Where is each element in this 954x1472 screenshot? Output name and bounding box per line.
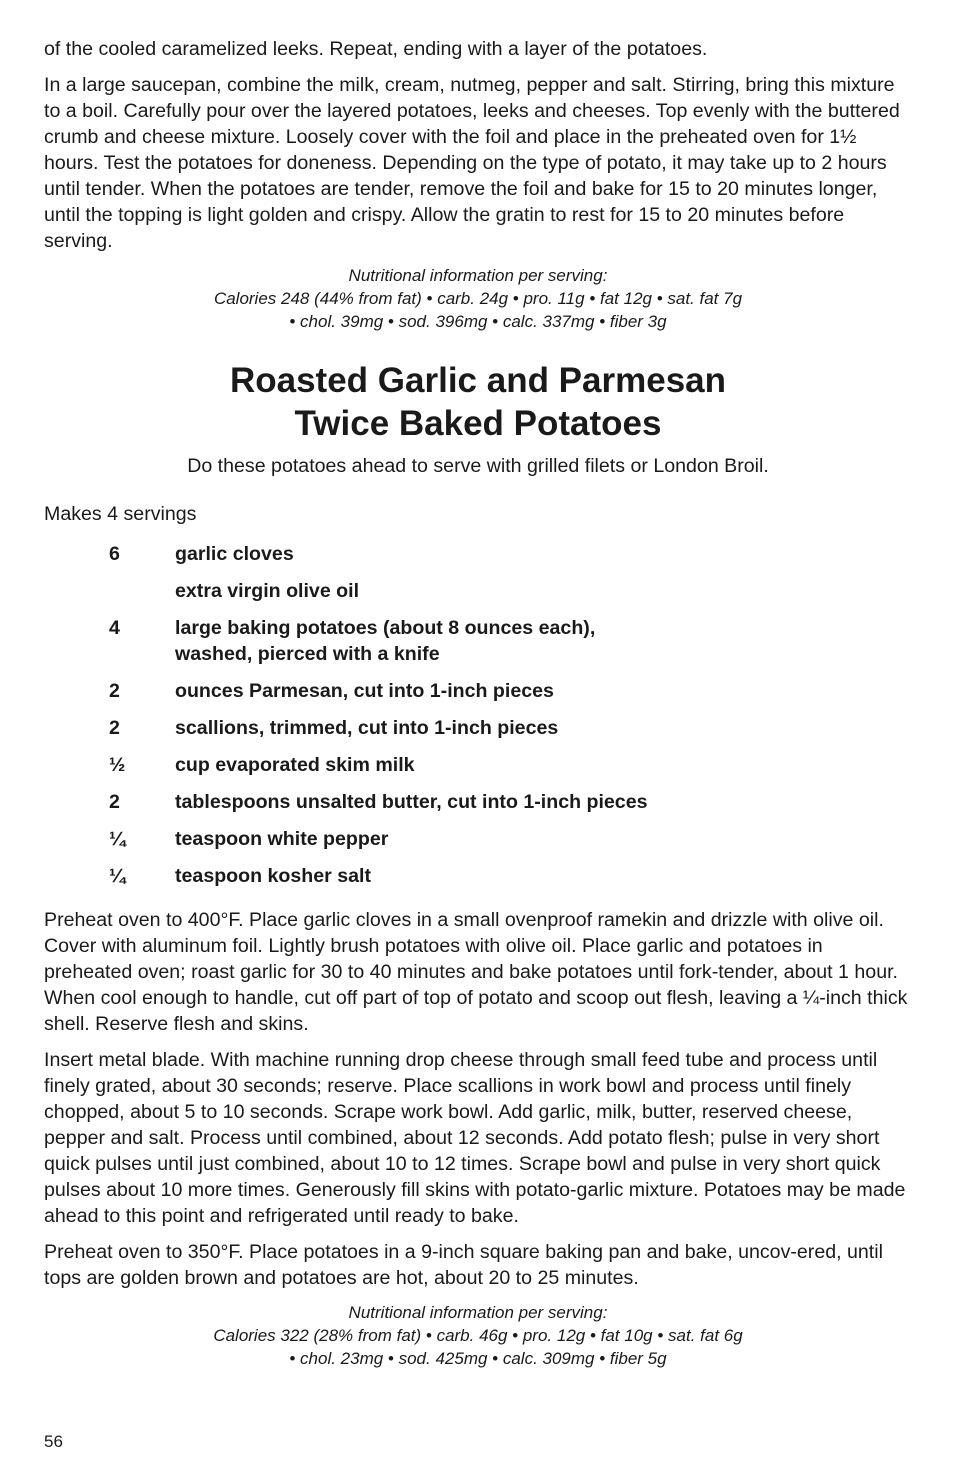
ingredient-row [44, 789, 912, 815]
paragraph-continuation: of the cooled caramelized leeks. Repeat, ending with a layer of the potatoes. [44, 38, 708, 60]
ingredient-row [44, 863, 912, 889]
servings: Makes 4 servings [44, 503, 197, 525]
ingredient-name: teaspoon white pepper [175, 828, 389, 850]
nutrition-heading: Nutritional information per serving: [348, 266, 608, 285]
ingredient-name: extra virgin olive oil [175, 580, 360, 602]
step-paragraph: Insert metal blade. With machine running drop cheese through small feed tube and process until finely grated, about 30 seconds; reserve. Place scallions in work bowl and process until finely chopped, about 5 to 10 seconds. Scrape work bowl. Add garlic, milk, butter, reserved cheese, pepper and salt. Process until combined, about 12 seconds. Add potato flesh; pulse in very short quick pulses until just combined, about 10 to 12 times. Scrape bowl and pulse in very short quick pulses about 10 more times. Generously fill skins with potato-garlic mixture. Potatoes may be made ahead to this point and refrigerated until ready to bake. [44, 1049, 906, 1227]
ingredient-row [44, 541, 912, 567]
ingredient-name: garlic cloves [175, 543, 294, 565]
ingredient-quantity: 2 [109, 680, 120, 702]
ingredient-name: cup evaporated skim milk [175, 754, 415, 776]
nutrition-heading: Nutritional information per serving: [348, 1303, 608, 1322]
ingredient-quantity: ¼ [109, 865, 126, 887]
ingredient-name: scallions, trimmed, cut into 1-inch pieces [175, 717, 559, 739]
ingredient-list [44, 541, 912, 889]
nutrition-line: • chol. 23mg • sod. 425mg • calc. 309mg • fiber 5g [289, 1349, 667, 1368]
ingredient-quantity [109, 578, 175, 604]
ingredient-row [44, 678, 912, 704]
ingredient-row [44, 826, 912, 852]
nutrition-info-gratin [44, 264, 912, 333]
ingredient-quantity: 6 [109, 543, 120, 565]
ingredient-quantity: 2 [109, 717, 120, 739]
nutrition-info-potatoes [44, 1301, 912, 1370]
ingredient-name: teaspoon kosher salt [175, 865, 371, 887]
recipe-title-line: Roasted Garlic and Parmesan [229, 361, 727, 400]
nutrition-line: Calories 248 (44% from fat) • carb. 24g • pro. 11g • fat 12g • sat. fat 7g [213, 289, 743, 308]
nutrition-line: Calories 322 (28% from fat) • carb. 46g • pro. 12g • fat 10g • sat. fat 6g [213, 1326, 743, 1345]
ingredient-quantity: 2 [109, 791, 120, 813]
step-paragraph: Preheat oven to 400°F. Place garlic cloves in a small ovenproof ramekin and drizzle with olive oil. Cover with aluminum foil. Lightly brush potatoes with olive oil. Place garlic and potatoes in preheated oven; roast garlic for 30 to 40 minutes and bake potatoes until fork-tender, about 1 hour. When cool enough to handle, cut off part of top of potato and scoop out flesh, leaving a ¼-inch thick shell. Reserve flesh and skins. [44, 909, 908, 1035]
page-content [44, 36, 912, 1370]
ingredient-name: large baking potatoes (about 8 ounces each), washed, pierced with a knife [175, 617, 596, 665]
page-number: 56 [44, 1432, 63, 1451]
ingredient-name: ounces Parmesan, cut into 1-inch pieces [175, 680, 554, 702]
ingredient-row [44, 615, 912, 667]
ingredient-row [44, 578, 912, 604]
ingredient-row [44, 715, 912, 741]
paragraph-gratin-instructions: In a large saucepan, combine the milk, cream, nutmeg, pepper and salt. Stirring, bring this mixture to a boil. Carefully pour over the layered potatoes, leeks and cheeses. Top evenly with the buttered crumb and cheese mixture. Loosely cover with the foil and place in the preheated oven for 1½ hours. Test the potatoes for doneness. Depending on the type of potato, it may take up to 2 hours until tender. When the potatoes are tender, remove the foil and bake for 15 to 20 minutes longer, until the topping is light golden and crispy. Allow the gratin to rest for 15 to 20 minutes before serving. [44, 74, 900, 252]
ingredient-quantity: ½ [109, 754, 126, 776]
recipe-title [44, 359, 912, 445]
nutrition-line: • chol. 39mg • sod. 396mg • calc. 337mg • fiber 3g [289, 312, 667, 331]
recipe-title-line: Twice Baked Potatoes [294, 404, 662, 443]
step-paragraph: Preheat oven to 350°F. Place potatoes in a 9-inch square baking pan and bake, uncov-ered, until tops are golden brown and potatoes are hot, about 20 to 25 minutes. [44, 1241, 883, 1289]
ingredient-quantity: 4 [109, 617, 120, 639]
ingredient-row [44, 752, 912, 778]
ingredient-quantity: ¼ [109, 828, 126, 850]
ingredient-name: tablespoons unsalted butter, cut into 1-inch pieces [175, 791, 648, 813]
recipe-intro: Do these potatoes ahead to serve with grilled filets or London Broil. [187, 455, 769, 477]
